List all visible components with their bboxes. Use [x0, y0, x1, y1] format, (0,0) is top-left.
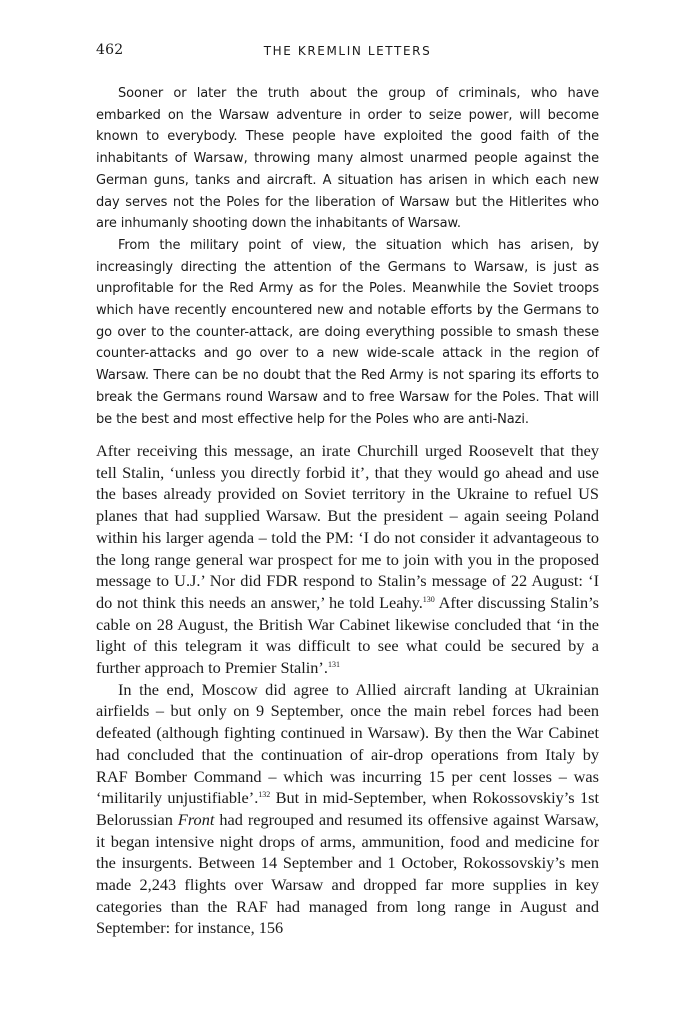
book-title: THE KREMLIN LETTERS [263, 44, 432, 58]
body-text [96, 440, 599, 939]
body-text-run: After discussing Stalin’s cable on 28 August, the British War Cabinet likewise concluded that ‘in the light of this telegram it was difficult to see what could be secured by a further approach to Premier Stalin’. [96, 592, 599, 678]
running-head [96, 42, 599, 62]
footnote-ref[interactable]: 130 [422, 594, 435, 604]
body-text-run: But in mid-September, when Rokossovskiy’s 1st Belorussian [96, 788, 600, 829]
extract-paragraph: From the military point of view, the situation which has arisen, by increasingly directing the attention of the Germans to Warsaw, is just as unprofitable for the Red Army as for the Poles. Meanwhile the Soviet troops which have recently encountered new and notable efforts by the Germans to go over to the counter-attack, are doing everything possible to smash these counter-attacks and go over to a new wide-scale attack in the region of Warsaw. There can be no doubt that the Red Army is not sparing its efforts to break the Germans round Warsaw and to free Warsaw for the Poles. That will be the best and most effective help for the Poles who are anti-Nazi. [96, 237, 599, 427]
body-paragraph [96, 679, 599, 939]
footnote-ref[interactable]: 132 [258, 790, 271, 800]
body-text-run: After receiving this message, an irate Churchill urged Roosevelt that they tell Stalin, ‘unless you directly forbid it’, that they would go ahead and use the bases already provided on Soviet territory in the Ukraine to refuel US planes that had supplied Warsaw. But the president – again seeing Poland within his larger agenda – told the PM: ‘I do not consider it advantageous to the long range general war prospect for me to join with you in the proposed message to U.J.’ Nor did FDR respond to Stalin’s message of 22 August: ‘I do not think this needs an answer,’ he told Leahy. [96, 441, 599, 612]
body-paragraph [96, 440, 599, 679]
body-text-run: In the end, Moscow did agree to Allied aircraft landing at Ukrainian airfields – but only on 9 September, once the main rebel forces had been defeated (although fighting continued in Warsaw). By then the War Cabinet had concluded that the continuation of air-drop operations from Italy by RAF Bomber Command – which was incurring 15 per cent losses – was ‘militarily unjustifiable’. [96, 679, 599, 808]
footnote-ref[interactable]: 131 [327, 660, 340, 670]
quoted-message-extract [96, 83, 599, 430]
page-number: 462 [96, 42, 124, 58]
extract-paragraph: Sooner or later the truth about the group of criminals, who have embarked on the Warsaw adventure in order to seize power, will become known to everybody. These people have exploited the good faith of the inhabitants of Warsaw, throwing many almost unarmed people against the German guns, tanks and aircraft. A situation has arisen in which each new day serves not the Poles for the liberation of Warsaw but the Hitlerites who are inhumanly shooting down the inhabitants of Warsaw. [96, 86, 599, 232]
body-text-run: had regrouped and resumed its offensive against Warsaw, it began intensive night drops of arms, ammunition, food and medicine for the insurgents. Between 14 September and 1 October, Rokossovskiy’s men made 2,243 flights over Warsaw and dropped far more supplies in key categories than the RAF had managed from long range in August and September: for instance, 156 [96, 809, 599, 938]
italic-term: Front [177, 809, 215, 829]
